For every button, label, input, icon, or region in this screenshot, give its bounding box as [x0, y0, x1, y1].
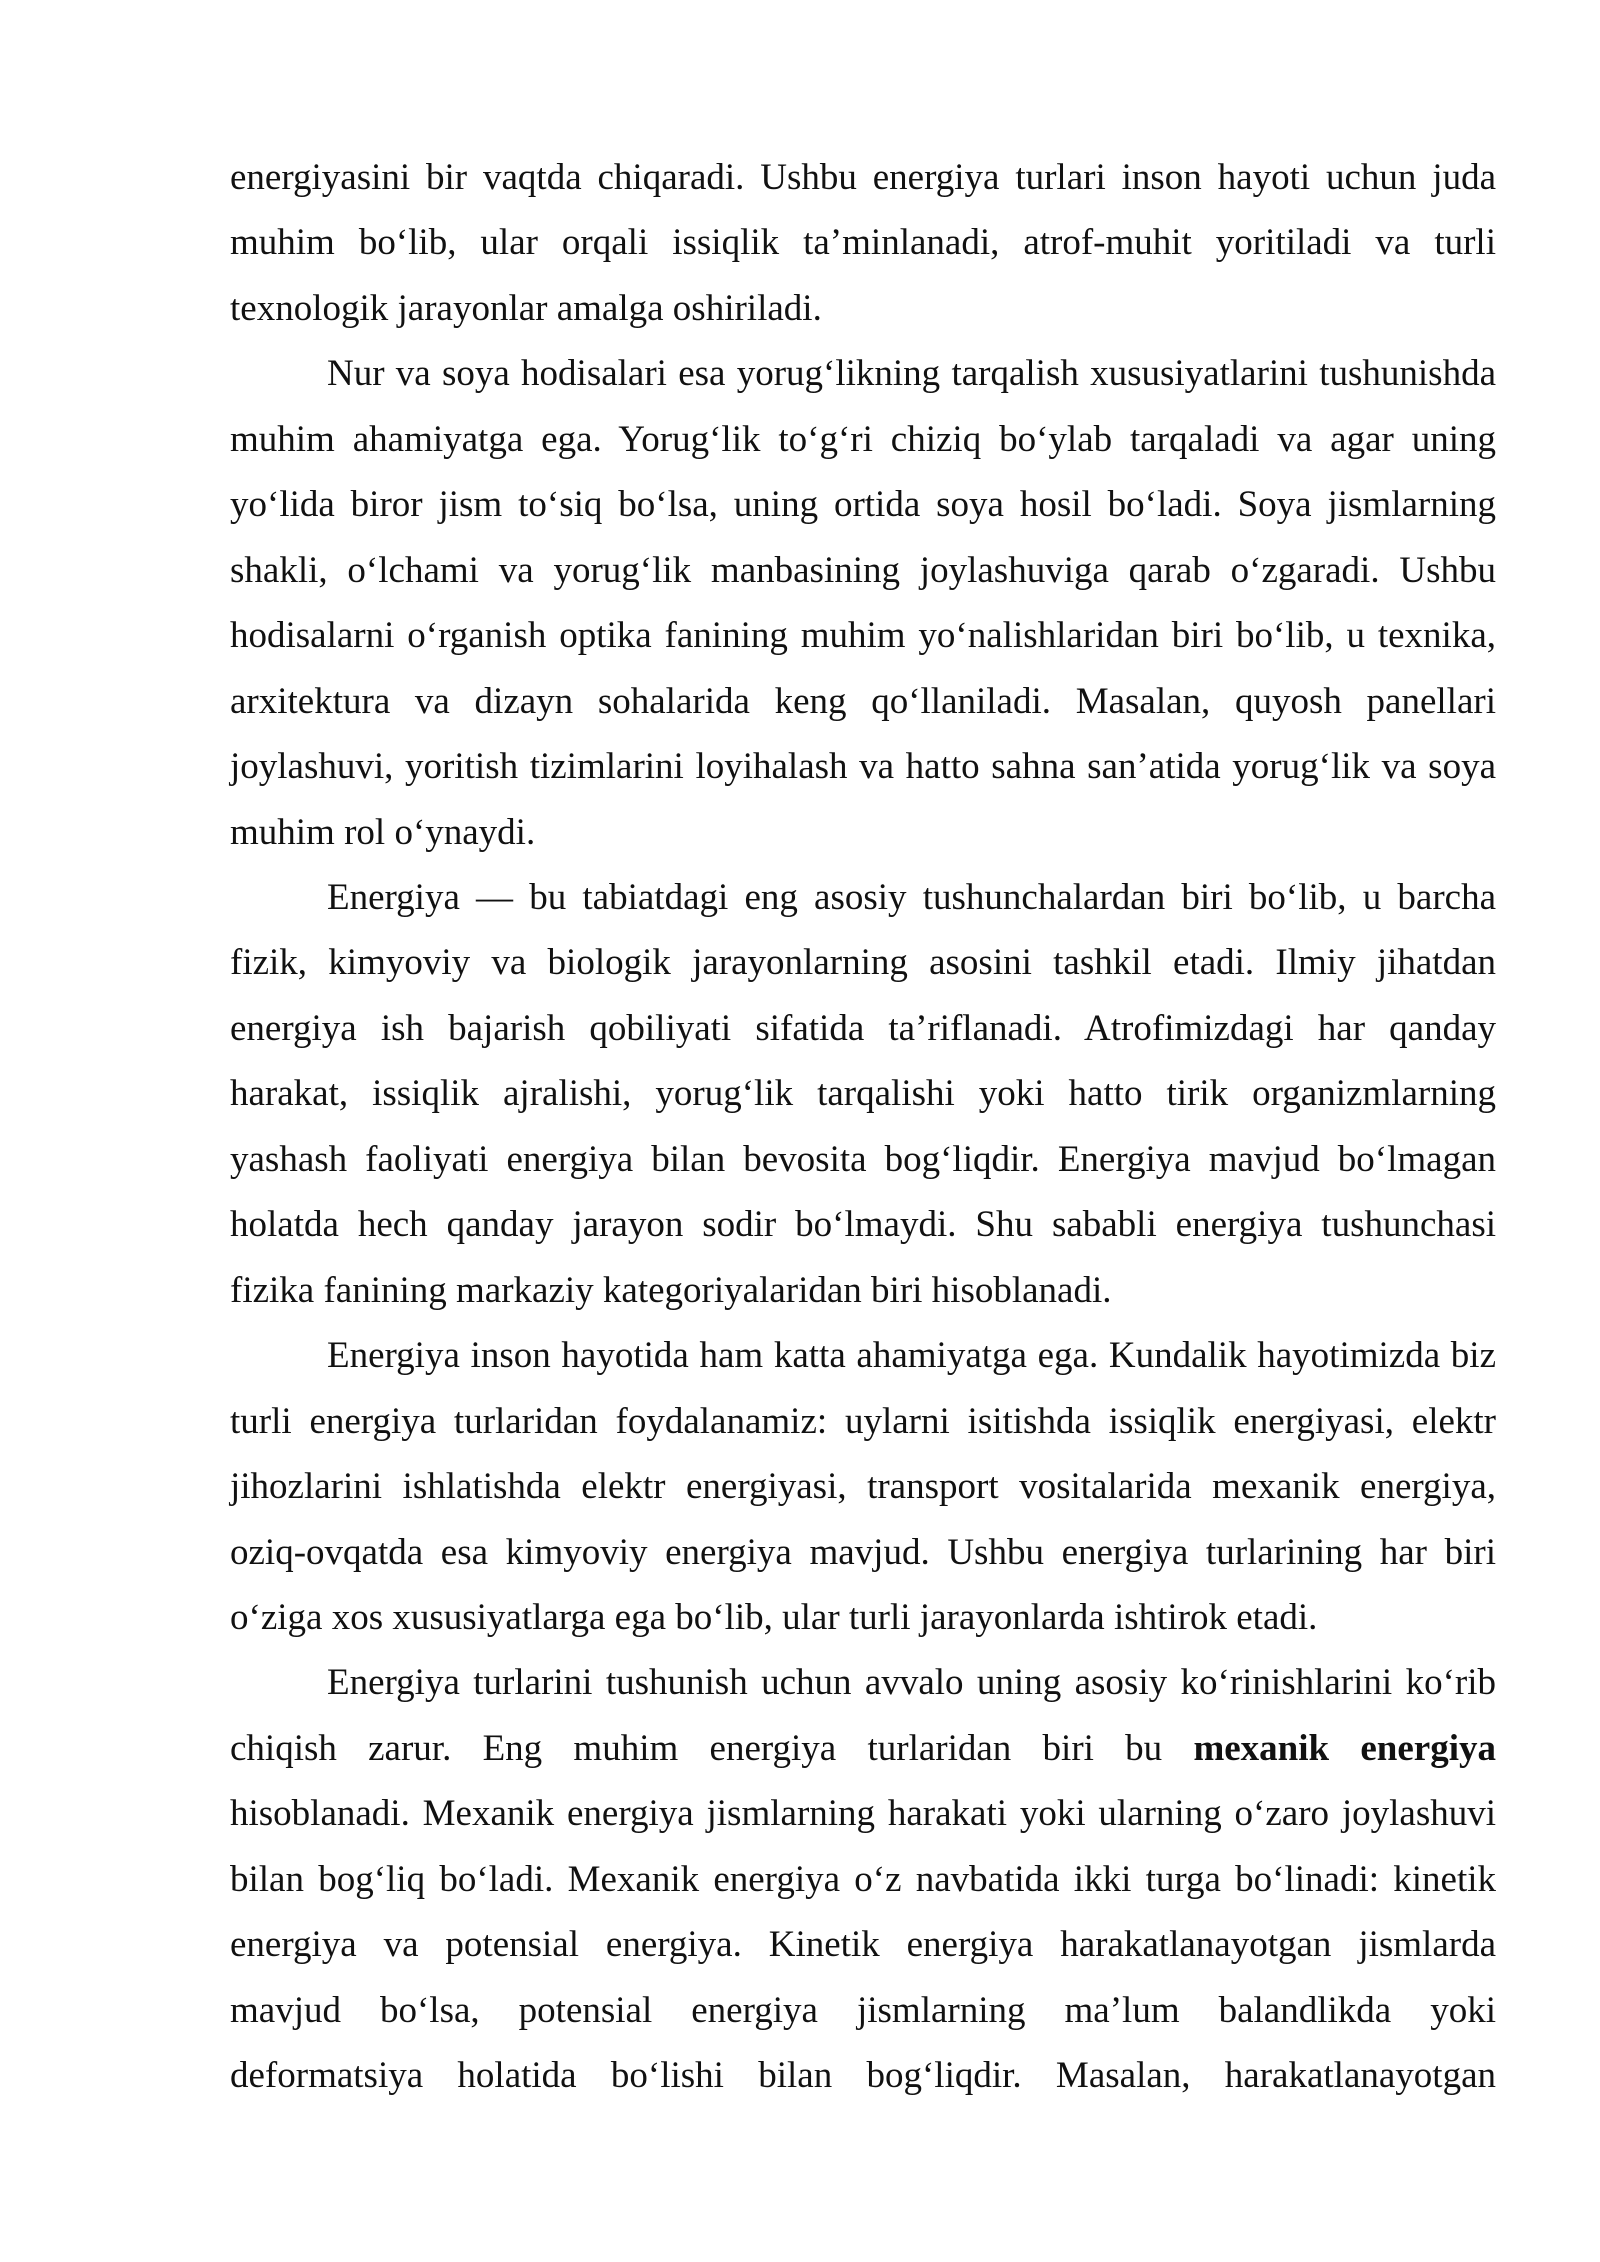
- text-line: holatda hech qanday jarayon sodir bo‘lmaydi. Shu sababli energiya tushunchasi: [230, 1204, 1496, 1246]
- text-line: joylashuvi, yoritish tizimlarini loyihalash va hatto sahna san’atida yorug‘lik va soya: [230, 746, 1496, 788]
- text-line: Energiya turlarini tushunish uchun avvalo uning asosiy ko‘rinishlarini ko‘rib: [327, 1662, 1496, 1704]
- text-line: yashash faoliyati energiya bilan bevosita bog‘liqdir. Energiya mavjud bo‘lmagan: [230, 1138, 1496, 1180]
- paragraph-1: [230, 145, 1496, 341]
- text-line: energiyasini bir vaqtda chiqaradi. Ushbu energiya turlari inson hayoti uchun juda: [230, 157, 1496, 198]
- text-line: turli energiya turlaridan foydalanamiz: uylarni isitishda issiqlik energiyasi, elektr: [230, 1400, 1496, 1442]
- text-run: chiqish zarur. Eng muhim energiya turlaridan biri bu: [230, 1727, 1163, 1769]
- text-line: jihozlarini ishlatishda elektr energiyasi, transport vositalarida mexanik energiya,: [230, 1466, 1496, 1508]
- text-line: [230, 1716, 1496, 1781]
- text-line: yo‘lida biror jism to‘siq bo‘lsa, uning ortida soya hosil bo‘ladi. Soya jismlarning: [230, 484, 1496, 526]
- body-text: [230, 145, 1496, 2109]
- text-line: mavjud bo‘lsa, potensial energiya jismlarning ma’lum balandlikda yoki: [230, 1989, 1496, 2031]
- text-line: deformatsiya holatida bo‘lishi bilan bog‘liqdir. Masalan, harakatlanayotgan: [230, 2055, 1496, 2097]
- text-line: Energiya — bu tabiatdagi eng asosiy tushunchalardan biri bo‘lib, u barcha: [327, 876, 1496, 918]
- text-line: bilan bog‘liq bo‘ladi. Mexanik energiya o‘z navbatida ikki turga bo‘linadi: kinetik: [230, 1858, 1496, 1900]
- text-line: harakat, issiqlik ajralishi, yorug‘lik tarqalishi yoki hatto tirik organizmlarning: [230, 1073, 1496, 1115]
- text-line: hisoblanadi. Mexanik energiya jismlarning harakati yoki ularning o‘zaro joylashuvi: [230, 1793, 1496, 1835]
- paragraph-2: [230, 341, 1496, 865]
- text-line: energiya ish bajarish qobiliyati sifatida ta’riflanadi. Atrofimizdagi har qanday: [230, 1007, 1496, 1049]
- text-line: energiya va potensial energiya. Kinetik energiya harakatlanayotgan jismlarda: [230, 1924, 1496, 1966]
- text-line: muhim bo‘lib, ular orqali issiqlik ta’minlanadi, atrof-muhit yoritiladi va turli: [230, 222, 1496, 264]
- text-line: o‘ziga xos xususiyatlarga ega bo‘lib, ular turli jarayonlarda ishtirok etadi.: [230, 1596, 1318, 1638]
- text-line: shakli, o‘lchami va yorug‘lik manbasining joylashuviga qarab o‘zgaradi. Ushbu: [230, 549, 1496, 591]
- paragraph-3: [230, 865, 1496, 1323]
- text-line: Nur va soya hodisalari esa yorug‘likning tarqalish xususiyatlarini tushunishda: [327, 353, 1496, 395]
- text-line: Energiya inson hayotida ham katta ahamiyatga ega. Kundalik hayotimizda biz: [327, 1335, 1496, 1377]
- text-line: oziq-ovqatda esa kimyoviy energiya mavjud. Ushbu energiya turlarining har biri: [230, 1531, 1496, 1573]
- paragraph-5: [230, 1650, 1496, 2108]
- text-line: fizika fanining markaziy kategoriyalaridan biri hisoblanadi.: [230, 1269, 1112, 1311]
- bold-term: mexanik energiya: [1193, 1727, 1496, 1769]
- text-line: hodisalarni o‘rganish optika fanining muhim yo‘nalishlaridan biri bo‘lib, u texnika,: [230, 615, 1496, 657]
- text-line: fizik, kimyoviy va biologik jarayonlarning asosini tashkil etadi. Ilmiy jihatdan: [230, 942, 1496, 984]
- text-line: muhim ahamiyatga ega. Yorug‘lik to‘g‘ri chiziq bo‘ylab tarqaladi va agar uning: [230, 418, 1496, 460]
- text-line: arxitektura va dizayn sohalarida keng qo‘llaniladi. Masalan, quyosh panellari: [230, 680, 1496, 722]
- paragraph-4: [230, 1323, 1496, 1650]
- text-line: muhim rol o‘ynaydi.: [230, 811, 536, 853]
- text-line: texnologik jarayonlar amalga oshiriladi.: [230, 287, 822, 329]
